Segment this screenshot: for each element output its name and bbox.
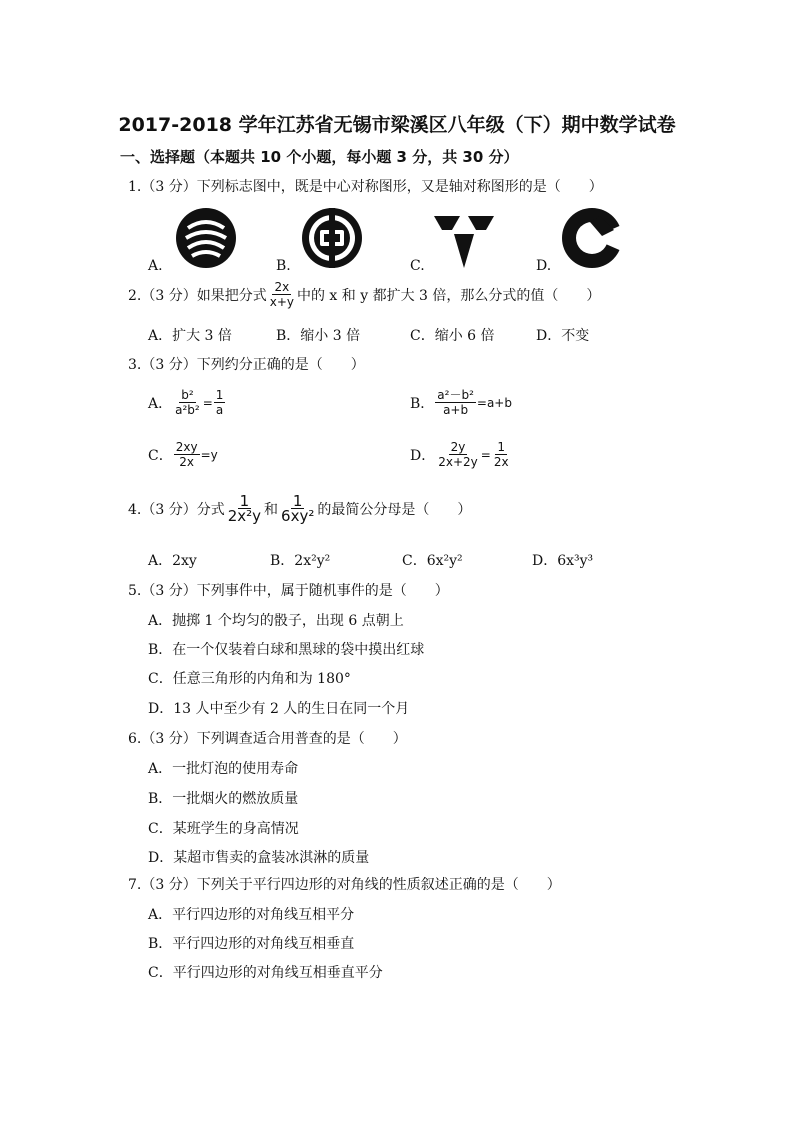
q4-f2-numerator: 1 <box>292 492 303 510</box>
v-shape-logo <box>432 214 496 270</box>
q2-prefix: 2.（3 分）如果把分式 <box>128 287 267 304</box>
q3-d-numerator: 2y <box>450 440 466 454</box>
q1-option-a: A. <box>148 258 163 274</box>
q4-prefix: 4.（3 分）分式 <box>128 501 225 518</box>
q2-option-d: D．不变 <box>536 328 590 344</box>
q1-option-b: B. <box>276 258 291 274</box>
bank-of-china-logo <box>300 206 364 270</box>
q4-suffix: 的最简公分母是（ ） <box>317 501 472 518</box>
q7-option-b: B．平行四边形的对角线互相垂直 <box>148 936 355 952</box>
q4-fraction-1 <box>226 494 263 523</box>
q4-mid: 和 <box>264 501 279 518</box>
q4-f1-numerator: 1 <box>239 492 250 510</box>
q5-option-a: A．抛掷 1 个均匀的骰子，出现 6 点朝上 <box>148 613 404 629</box>
q3-b-denominator: a+b <box>443 403 469 417</box>
q3-c-label: C． <box>148 447 173 464</box>
q3-a-numerator: b² <box>181 388 194 402</box>
q2-option-b: B．缩小 3 倍 <box>276 328 361 344</box>
question-1-stem: 1.（3 分）下列标志图中，既是中心对称图形，又是轴对称图形的是（ ） <box>128 179 603 195</box>
q4-f2-denominator: 6xy² <box>281 507 315 525</box>
q3-b-label: B． <box>410 395 435 412</box>
q3-option-c <box>148 440 218 469</box>
q3-b-numerator: a²－b² <box>437 388 474 402</box>
q2-suffix: 中的 x 和 y 都扩大 3 倍，那么分式的值（ ） <box>296 287 601 304</box>
q7-option-a: A．平行四边形的对角线互相平分 <box>148 907 355 923</box>
q3-d-label: D． <box>410 447 436 464</box>
q2-option-a: A．扩大 3 倍 <box>148 328 232 344</box>
q6-option-a: A．一批灯泡的使用寿命 <box>148 761 299 777</box>
q3-c-denominator: 2x <box>179 455 195 469</box>
q1-option-c: C. <box>410 258 425 274</box>
question-4-stem <box>128 494 471 523</box>
question-6-stem: 6.（3 分）下列调查适合用普查的是（ ） <box>128 731 407 747</box>
q4-fraction-2 <box>279 494 316 523</box>
q3-a-label: A． <box>148 395 173 412</box>
q3-option-b <box>410 388 512 417</box>
q3-d-result-denominator: 2x <box>493 455 509 469</box>
q3-a-denominator: a²b² <box>175 403 200 417</box>
q3-option-a <box>148 388 226 417</box>
q5-option-c: C．任意三角形的内角和为 180° <box>148 671 351 687</box>
china-mobile-logo <box>174 206 238 270</box>
q6-option-c: C．某班学生的身高情况 <box>148 821 299 837</box>
q3-a-result <box>214 388 226 417</box>
question-2-stem <box>128 280 600 309</box>
question-3-stem: 3.（3 分）下列约分正确的是（ ） <box>128 357 365 373</box>
q3-d-denominator: 2x+2y <box>438 455 478 469</box>
q2-fraction <box>268 280 296 309</box>
exam-title: 2017-2018 学年江苏省无锡市梁溪区八年级（下）期中数学试卷 <box>118 114 676 136</box>
q2-option-c: C．缩小 6 倍 <box>410 328 495 344</box>
q4-option-b: B．2x²y² <box>270 553 331 569</box>
q3-a-equals: = <box>202 395 213 410</box>
q7-option-c: C．平行四边形的对角线互相垂直平分 <box>148 965 383 981</box>
q3-d-fraction <box>436 440 480 469</box>
section-heading: 一、选择题（本题共 10 个小题，每小题 3 分，共 30 分） <box>120 148 519 166</box>
q3-a-result-numerator: 1 <box>215 388 224 402</box>
q4-option-a: A．2xy <box>148 553 197 569</box>
ccb-logo <box>560 206 624 270</box>
q3-c-equals: =y <box>200 447 218 462</box>
q3-d-result <box>492 440 511 469</box>
q3-c-fraction <box>174 440 200 469</box>
q3-c-numerator: 2xy <box>175 440 198 454</box>
q5-option-b: B．在一个仅装着白球和黑球的袋中摸出红球 <box>148 642 425 658</box>
q5-option-d: D．13 人中至少有 2 人的生日在同一个月 <box>148 701 410 717</box>
q4-option-c: C．6x²y² <box>402 553 463 569</box>
q3-a-result-denominator: a <box>215 403 224 417</box>
q2-denominator: x+y <box>269 295 294 309</box>
q6-option-d: D．某超市售卖的盒装冰淇淋的质量 <box>148 850 370 866</box>
q3-option-d <box>410 440 512 469</box>
q1-option-d: D. <box>536 258 552 274</box>
q3-b-fraction <box>435 388 476 417</box>
q6-option-b: B．一批烟火的燃放质量 <box>148 791 299 807</box>
q4-option-d: D．6x³y³ <box>532 553 594 569</box>
question-7-stem: 7.（3 分）下列关于平行四边形的对角线的性质叙述正确的是（ ） <box>128 877 561 893</box>
q3-a-fraction <box>173 388 202 417</box>
q3-d-equals: = <box>480 447 491 462</box>
q2-numerator: 2x <box>274 280 290 294</box>
q4-f1-denominator: 2x²y <box>227 507 262 525</box>
q3-b-equals: =a+b <box>476 395 512 410</box>
question-5-stem: 5.（3 分）下列事件中，属于随机事件的是（ ） <box>128 583 449 599</box>
q3-d-result-numerator: 1 <box>497 440 506 454</box>
